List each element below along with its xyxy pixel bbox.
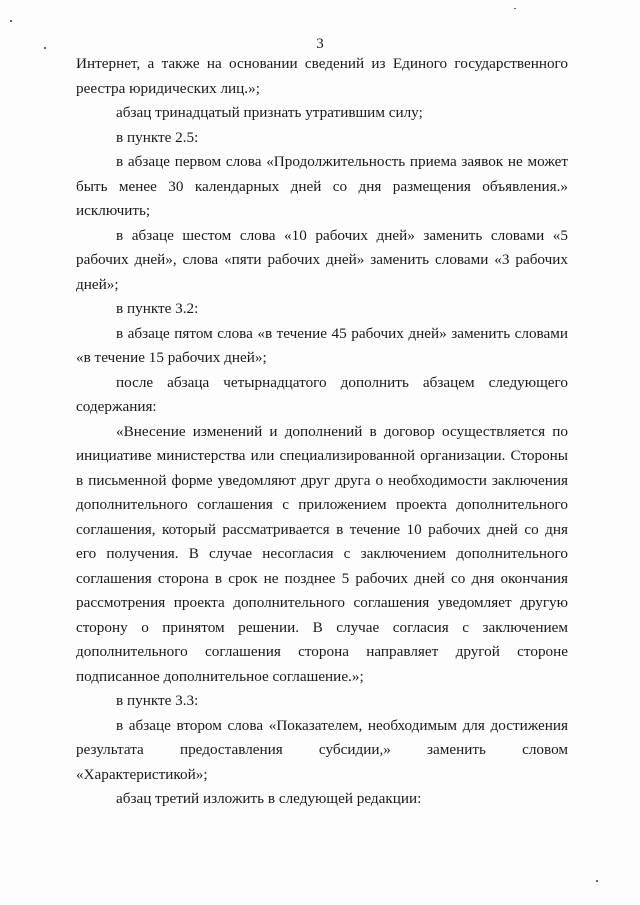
paragraph: в абзаце втором слова «Показателем, необходимым для достижения результата предоставления субсидии,» заменить словом «Характеристикой»; — [76, 716, 568, 783]
paragraph: в пункте 2.5: — [116, 128, 199, 146]
paragraph: после абзаца четырнадцатого дополнить абзацем следующего содержания: — [76, 373, 568, 415]
scan-speck — [10, 20, 12, 22]
page-number: 3 — [316, 36, 324, 52]
paragraph: в абзаце пятом слова «в течение 45 рабочих дней» заменить словами «в течение 15 рабочих дней»; — [76, 324, 568, 366]
paragraph: в пункте 3.3: — [116, 692, 199, 709]
paragraph-quoted-insertion: «Внесение изменений и дополнений в договор осуществляется по инициативе министерства или специализированной организации. Стороны в письменной форме уведомляют друг друга о необходимости заключения дополнительного соглашения с приложением проекта дополнительного соглашения, который рассматривается в течение 10 рабочих дней со дня его получения. В случае несогласия с заключением дополнительного соглашения сторона в срок не позднее 5 рабочих дней со дня окончания рассмотрения проекта дополнительного соглашения уведомляет другую сторону о принятом решении. В случае согласия с заключением дополнительного соглашения сторона направляет другой стороне подписанное дополнительное соглашение.»; — [76, 422, 568, 685]
paragraph: в абзаце первом слова «Продолжительность приема заявок не может быть менее 30 календарных дней со дня размещения объявления.» исключить; — [76, 153, 568, 219]
paragraph: в абзаце шестом слова «10 рабочих дней» заменить словами «5 рабочих дней», слова «пяти рабочих дней» заменить словами «3 рабочих дней»; — [76, 226, 568, 293]
paragraph: абзац третий изложить в следующей редакции: — [116, 790, 422, 807]
paragraph-continuation: Интернет, а также на основании сведений из Единого государственного реестра юридических лиц.»; — [76, 55, 568, 97]
scan-speck — [596, 880, 598, 882]
scan-speck — [44, 47, 46, 49]
document-body — [76, 52, 568, 812]
paragraph: в пункте 3.2: — [116, 300, 199, 317]
paragraph: абзац тринадцатый признать утратившим силу; — [116, 104, 423, 121]
scan-speck — [514, 8, 516, 9]
